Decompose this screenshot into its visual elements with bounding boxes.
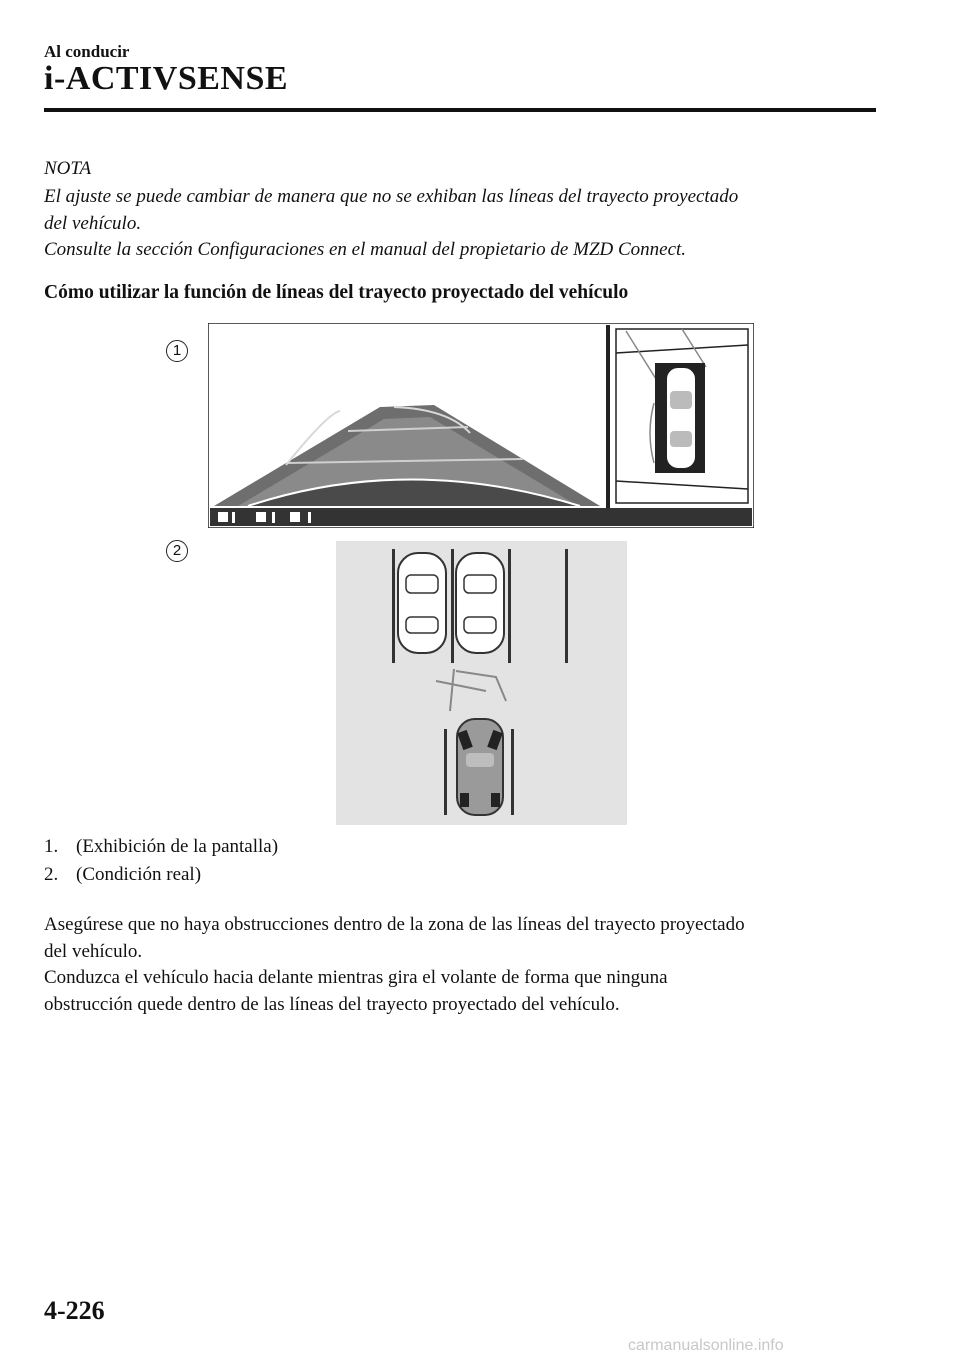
list-text: (Exhibición de la pantalla) xyxy=(76,836,279,857)
screen-display-illustration xyxy=(208,323,754,528)
list-item xyxy=(44,861,278,889)
note-line: El ajuste se puede cambiar de manera que no se exhiban las líneas del trayecto proyectado xyxy=(44,186,739,207)
note-line: del vehículo. xyxy=(44,212,142,234)
page-title: i-ACTIVSENSE xyxy=(44,60,289,97)
page-number: 4-226 xyxy=(44,1296,105,1325)
watermark: carmanualsonline.info xyxy=(628,1337,784,1354)
body-line: Conduzca el vehículo hacia delante mientras gira el volante de forma que ninguna xyxy=(44,967,668,988)
note-text xyxy=(44,184,884,264)
actual-condition-illustration xyxy=(336,541,627,825)
note-heading: NOTA xyxy=(44,158,92,179)
list-text: (Condición real) xyxy=(76,864,202,885)
body-text xyxy=(44,912,894,1018)
callout-2: 2 xyxy=(166,540,188,562)
note-line: Consulte la sección Configuraciones en el manual del propietario de MZD Connect. xyxy=(44,239,687,260)
list-number: 2. xyxy=(44,864,59,885)
header-rule xyxy=(44,108,876,112)
list-number: 1. xyxy=(44,836,59,857)
subheading: Cómo utilizar la función de líneas del trayecto proyectado del vehículo xyxy=(44,282,629,303)
body-line: Asegúrese que no haya obstrucciones dentro de la zona de las líneas del trayecto proyectado xyxy=(44,914,745,935)
figure-legend xyxy=(44,833,278,889)
body-line: obstrucción quede dentro de las líneas del trayecto proyectado del vehículo. xyxy=(44,993,620,1015)
callout-1: 1 xyxy=(166,340,188,362)
list-item xyxy=(44,833,278,861)
section-label: Al conducir xyxy=(44,42,130,61)
body-line: del vehículo. xyxy=(44,940,143,962)
